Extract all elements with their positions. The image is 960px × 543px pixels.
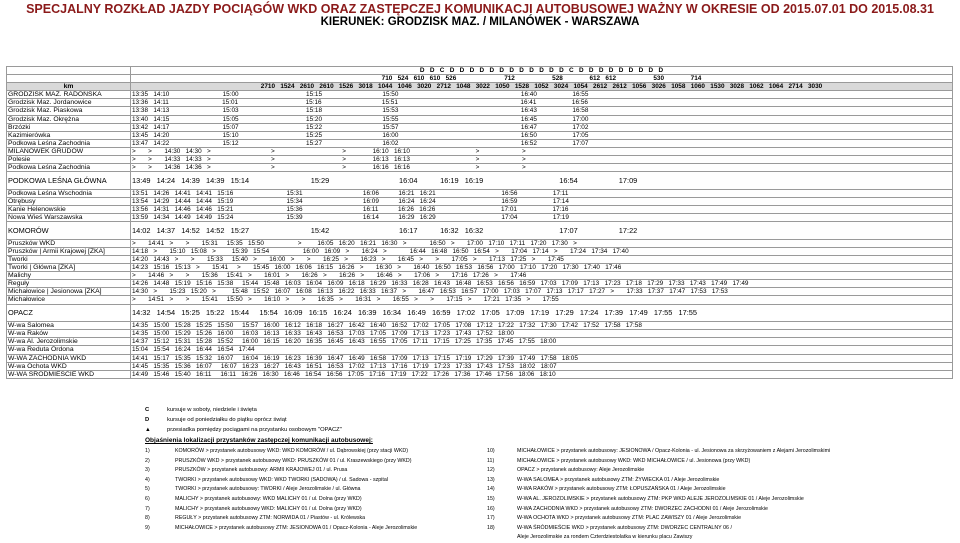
station-name: Grodzisk Maz. Piaskowa <box>7 107 131 115</box>
location-number: 5) <box>145 486 150 493</box>
timetable-row <box>7 214 953 222</box>
station-name: Pruszków WKD <box>7 239 131 247</box>
station-name: Podkowa Leśna Zachodnia <box>7 164 131 172</box>
station-name: Brzózki <box>7 123 131 131</box>
timetable-row <box>7 370 953 378</box>
station-name: W-wa Ochota WKD <box>7 362 131 370</box>
location-text: TWORKI > przystanek autobusowy: TWORKI / Aleje Jerozolimskie / ul. Główna <box>175 486 361 493</box>
departure-times: 14:32 14:54 15:25 15:22 15:44 15:54 16:09 16:15 16:24 16:39 16:34 16:49 16:59 17:02 17:05 17:09 17:19 17:29 17:24 17:39 17:49 17:55 17:55 <box>131 304 953 322</box>
station-name: Kanie Helenowskie <box>7 206 131 214</box>
station-name <box>7 75 131 83</box>
legend-row-c <box>145 405 342 415</box>
legend <box>145 405 342 435</box>
timetable-row <box>7 362 953 370</box>
timetable-row <box>7 255 953 263</box>
departure-times: 13:40 14:15 15:05 15:20 15:55 16:45 17:00 <box>131 115 953 123</box>
station-name: PODKOWA LEŚNA GŁÓWNA <box>7 172 131 190</box>
direction-value: GRODZISK MAZ. / MILANÓWEK - WARSZAWA <box>387 16 640 28</box>
station-name: Malichy <box>7 272 131 280</box>
location-item <box>145 505 475 515</box>
location-number: 13) <box>487 476 495 483</box>
departure-times: 14:18 > 15:10 15:08 > 15:39 15:54 16:00 16:09 > 16:24 > 16:44 16:48 16:50 16:54 > 17:04 17:14 > 17:24 17:34 17:40 <box>131 247 953 255</box>
departure-times: 13:35 14:10 15:00 15:15 15:50 16:40 16:55 <box>131 91 953 99</box>
station-name: Nowa Wieś Warszawska <box>7 214 131 222</box>
station-name: Michałowice | Jesionowa [ZKA] <box>7 288 131 296</box>
location-item <box>487 447 957 457</box>
location-number: 17) <box>487 515 495 522</box>
timetable-row <box>7 139 953 147</box>
location-number: 15) <box>487 495 495 502</box>
station-name: Podkowa Leśna Wschodnia <box>7 189 131 197</box>
departure-times: 710 524 610 610 526 712 528 612 612 530 714 <box>131 75 953 83</box>
timetable-row <box>7 197 953 205</box>
location-number: 2) <box>145 457 150 464</box>
location-item <box>487 457 957 467</box>
departure-times: 14:23 15:16 15:13 > 15:41 > 15:45 16:00 16:06 16:15 16:26 > 16:30 > 16:40 16:50 16:53 16:56 17:00 17:10 17:20 17:30 17:40 17:46 <box>131 264 953 272</box>
legend-row-d <box>145 415 342 425</box>
station-name: Reguły <box>7 280 131 288</box>
station-name: W-WA ZACHODNIA WKD <box>7 354 131 362</box>
day-code-row <box>7 67 953 75</box>
departure-times: 13:49 14:24 14:39 14:39 15:14 15:29 16:04 16:19 16:19 16:54 17:09 <box>131 172 953 190</box>
timetable-row <box>7 115 953 123</box>
departure-times: > 14:41 > > 15:31 15:35 15:50 > 16:05 16:20 16:21 16:30 > 16:50 > 17:00 17:10 17:11 17:20 17:30 > <box>131 239 953 247</box>
departure-times: 14:30 > 15:23 15:20 > 15:48 15:52 16:07 16:08 16:13 16:22 16:33 16:37 > 16:47 16:53 16:57 17:00 17:03 17:07 17:13 17:17 17:27 > 17:33 17:37 17:47 17:53 17:53 <box>131 288 953 296</box>
station-name: W-WA ŚRÓDMIEŚCIE WKD <box>7 370 131 378</box>
locations-title: Objaśnienia lokalizacji przystanków zastępczej komunikacji autobusowej: <box>145 437 373 444</box>
location-item <box>145 495 475 505</box>
timetable-row <box>7 222 953 240</box>
transfer-icon: ▲ <box>145 427 151 433</box>
location-text: W-WA ŚRÓDMIEŚCIE WKD > przystanek autobusowy ZTM: DWORZEC CENTRALNY 06 / <box>517 524 732 531</box>
location-item <box>487 505 957 515</box>
location-number: 14) <box>487 486 495 493</box>
locations-right <box>487 447 957 543</box>
location-text: TWORKI > przystanek autobusowy WKD: WKD TWORKI (SADOWA) / ul. Sadowa - szpital <box>175 476 388 483</box>
timetable-row <box>7 131 953 139</box>
station-name: Polesie <box>7 156 131 164</box>
timetable-row <box>7 247 953 255</box>
timetable-row <box>7 338 953 346</box>
timetable-row <box>7 272 953 280</box>
departure-times: D D C D D D D D D D D D D D D C D D D D D D D D D <box>131 67 953 75</box>
departure-times: 13:38 14:13 15:03 15:18 15:53 16:43 16:58 <box>131 107 953 115</box>
timetable-row <box>7 156 953 164</box>
legend-symbol: C <box>145 407 150 413</box>
station-name: OPACZ <box>7 304 131 322</box>
departure-times: 13:47 14:22 15:12 15:27 16:02 16:52 17:07 <box>131 139 953 147</box>
location-number <box>487 533 517 543</box>
location-item <box>145 457 475 467</box>
direction-line <box>0 16 960 28</box>
location-item <box>145 524 475 534</box>
timetable-row <box>7 296 953 304</box>
timetable-row <box>7 164 953 172</box>
departure-times: 14:35 15:00 15:28 15:25 15:50 15:57 16:00 16:12 16:18 16:27 16:42 16:40 16:52 17:02 17:05 17:08 17:12 17:22 17:32 17:30 17:42 17:52 17:58 17:58 <box>131 322 953 330</box>
departure-times: 14:20 14:43 > > 15:33 15:40 > 16:00 > > 16:25 > 16:23 > 16:45 > > 17:05 > 17:13 17:25 > 17:45 <box>131 255 953 263</box>
station-name: W-wa Al. Jerozolimskie <box>7 338 131 346</box>
station-name: MILANÓWEK GRUDÓW <box>7 147 131 155</box>
timetable-row <box>7 264 953 272</box>
direction-label: KIERUNEK: <box>320 16 385 28</box>
station-name: W-wa Salomea <box>7 322 131 330</box>
departure-times: > 14:46 > > 15:36 15:41 > 16:01 > 16:26 > 16:26 > 16:46 > 17:06 > 17:16 17:26 > 17:46 <box>131 272 953 280</box>
location-text: W-WA AL. JEROZOLIMSKIE > przystanek autobusowy ZTM: PKP WKD ALEJE JEROZOLIMSKIE 01 / Aleje Jerozolimskie <box>517 495 804 502</box>
location-text: W-WA ZACHODNIA WKD > przystanek autobusowy ZTM: DWORZEC ZACHODNI 01 / Aleje Jerozolimskie <box>517 505 768 512</box>
departure-times: 2710 1524 2610 2610 1526 3018 1044 1046 3020 2712 1048 3022 1050 1528 1052 3024 1054 2612 2612 1056 3026 1058 1060 1530 3028 1062 1064 2714 3030 <box>131 83 953 91</box>
departure-times: 13:42 14:17 15:07 15:22 15:57 16:47 17:02 <box>131 123 953 131</box>
departure-times: 14:02 14:37 14:52 14:52 15:27 15:42 16:17 16:32 16:32 17:07 17:22 <box>131 222 953 240</box>
departure-times: > > 14:33 14:33 > > > 16:13 16:13 > > <box>131 156 953 164</box>
station-name: GRODZISK MAZ. RADOŃSKA <box>7 91 131 99</box>
timetable-row <box>7 280 953 288</box>
location-item <box>487 466 957 476</box>
station-name: km <box>7 83 131 91</box>
departure-times: 14:41 15:17 15:35 15:32 16:07 16:04 16:19 16:23 16:39 16:47 16:49 16:58 17:09 17:13 17:15 17:19 17:29 17:39 17:49 17:58 18:05 <box>131 354 953 362</box>
timetable-row <box>7 123 953 131</box>
timetable-row <box>7 330 953 338</box>
departure-times: 13:56 14:31 14:46 14:46 15:21 15:36 16:11 16:26 16:26 17:01 17:16 <box>131 206 953 214</box>
station-name: Tworki <box>7 255 131 263</box>
location-item <box>487 524 957 534</box>
timetable-row <box>7 206 953 214</box>
timetable-row <box>7 354 953 362</box>
departure-times: 13:59 14:34 14:49 14:49 15:24 15:39 16:14 16:29 16:29 17:04 17:19 <box>131 214 953 222</box>
station-name: Podkowa Leśna Zachodnia <box>7 139 131 147</box>
location-text: Aleje Jerozolimskie za rondem Czterdziestolatka w kierunku placu Zawiszy <box>517 534 693 541</box>
departure-times: 14:35 15:00 15:29 15:26 16:00 16:03 16:13 16:33 16:43 16:53 17:03 17:05 17:09 17:13 17:23 17:43 17:52 18:00 <box>131 330 953 338</box>
departure-times: 13:54 14:29 14:44 14:44 15:19 15:34 16:09 16:24 16:24 16:59 17:14 <box>131 197 953 205</box>
legend-row-transfer <box>145 425 342 435</box>
location-text: KOMORÓW > przystanek autobusowy WKD: WKD KOMORÓW / ul. Dąbrowskiej (przy stacji WKD) <box>175 448 408 454</box>
timetable-row <box>7 147 953 155</box>
station-name: W-wa Raków <box>7 330 131 338</box>
train-number-row <box>7 83 953 91</box>
station-name: W-wa Reduta Ordona <box>7 346 131 354</box>
station-name: Grodzisk Maz. Jordanowice <box>7 99 131 107</box>
timetable-row <box>7 189 953 197</box>
departure-times: 13:45 14:20 15:10 15:25 16:00 16:50 17:05 <box>131 131 953 139</box>
location-item <box>145 466 475 476</box>
location-text: MICHAŁOWICE > przystanek autobusowy: JESIONOWA / Opacz-Kolonia - ul. Jesionowa za skrzyżowaniem z Alejami Jerozolimskimi <box>517 448 831 454</box>
location-text: MALICHY > przystanek autobusowy: WKD MALICHY 01 / ul. Dolna (przy WKD) <box>175 495 362 502</box>
departure-times: 13:36 14:11 15:01 15:16 15:51 16:41 16:56 <box>131 99 953 107</box>
location-number: 16) <box>487 505 495 512</box>
location-number: 1) <box>145 448 150 454</box>
location-item <box>487 476 957 486</box>
location-number: 6) <box>145 495 150 502</box>
departure-times: 14:26 14:48 15:19 15:16 15:38 15:44 15:48 16:03 16:04 16:09 16:18 16:29 16:33 16:28 16:43 16:48 16:53 16:56 16:59 17:03 17:09 17:13 17:23 17:18 17:29 17:33 17:43 17:49 17:49 <box>131 280 953 288</box>
location-item <box>145 514 475 524</box>
location-text: MICHAŁOWICE > przystanek autobusowy WKD: WKD MICHAŁOWICE / ul. Jesionowa (przy WKD) <box>517 457 751 464</box>
station-name: Kazimierówka <box>7 131 131 139</box>
timetable-row <box>7 239 953 247</box>
location-text: W-WA OCHOTA WKD > przystanek autobusowy ZTM: PLAC ZAWISZY 01 / Aleje Jerozolimskie <box>517 515 742 522</box>
station-name: Grodzisk Maz. Okrężna <box>7 115 131 123</box>
timetable-row <box>7 91 953 99</box>
legend-text: kursuje w soboty, niedziele i święta <box>167 407 257 413</box>
location-number: 11) <box>487 457 495 464</box>
timetable-row <box>7 322 953 330</box>
timetable-row <box>7 304 953 322</box>
location-text: W-WA SALOMEA > przystanek autobusowy ZTM: ŻYWIECKA 01 / Aleje Jerozolimskie <box>517 476 720 483</box>
station-name: KOMORÓW <box>7 222 131 240</box>
location-text: REGUŁY > przystanek autobusowy ZTM: NORWIDA 01 / Piastów - ul. Królewska <box>175 515 366 522</box>
location-number: 4) <box>145 476 150 483</box>
timetable-row <box>7 99 953 107</box>
location-number: 18) <box>487 524 495 531</box>
departure-times: 14:37 15:12 15:31 15:28 15:52 16:00 16:15 16:20 16:35 16:45 16:43 16:55 17:05 17:11 17:15 17:25 17:35 17:45 17:55 18:00 <box>131 338 953 346</box>
departure-times: > 14:51 > > 15:41 15:50 > 16:10 > > 16:35 > 16:31 > 16:55 > > 17:15 > 17:21 17:35 > 17:55 <box>131 296 953 304</box>
location-item <box>145 485 475 495</box>
legend-symbol: D <box>145 417 150 423</box>
location-number: 12) <box>487 467 495 474</box>
train-number-row <box>7 75 953 83</box>
location-number: 8) <box>145 515 150 522</box>
location-text: W-WA RAKÓW > przystanek autobusowy ZTM: ŁOPUSZAŃSKA 01 / Aleje Jerozolimskie <box>517 486 726 493</box>
location-number: 9) <box>145 524 150 531</box>
departure-times: 15:04 15:54 16:24 16:44 16:54 17:44 <box>131 346 953 354</box>
station-name: Otrębusy <box>7 197 131 205</box>
location-text: MICHAŁOWICE > przystanek autobusowy ZTM: JESIONOWA 01 / Opacz-Kolonia - Aleje Jerozolimskie <box>175 524 418 531</box>
location-item <box>145 447 475 457</box>
timetable-row <box>7 107 953 115</box>
legend-text: przesiadka pomiędzy pociągami na przystanku osobowym "OPACZ" <box>167 427 342 433</box>
location-text: MALICHY > przystanek autobusowy WKD: MALICHY 01 / ul. Dolna (przy WKD) <box>175 505 362 512</box>
station-name: Tworki | Główna [ZKA] <box>7 264 131 272</box>
departure-times: > > 14:36 14:36 > > > 16:16 16:16 > > <box>131 164 953 172</box>
timetable-row <box>7 288 953 296</box>
station-name: Michałowice <box>7 296 131 304</box>
station-name: Pruszków | Armii Krajowej [ZKA] <box>7 247 131 255</box>
location-number: 10) <box>487 448 495 454</box>
location-item <box>487 514 957 524</box>
departure-times: 14:45 15:35 15:36 16:07 16:07 16:23 16:27 16:43 16:51 16:53 17:02 17:13 17:16 17:19 17:23 17:33 17:43 17:53 18:02 18:07 <box>131 362 953 370</box>
location-text: PRUSZKÓW > przystanek autobusowy: ARMII KRAJOWEJ 01 / ul. Prusa <box>175 467 348 474</box>
location-text: OPACZ > przystanek autobusowy: Aleje Jerozolimskie <box>517 467 645 474</box>
location-item <box>487 495 957 505</box>
departure-times: > > 14:30 14:30 > > > 16:10 16:10 > > <box>131 147 953 155</box>
page-title: SPECJALNY ROZKŁAD JAZDY POCIĄGÓW WKD ORAZ ZASTĘPCZEJ KOMUNIKACJI AUTOBUSOWEJ WAŻNY W OKRESIE OD 2015.07.01 DO 2015.08.31 <box>26 2 934 16</box>
timetable-row <box>7 172 953 190</box>
station-name <box>7 67 131 75</box>
location-number: 3) <box>145 467 150 474</box>
location-item <box>145 476 475 486</box>
timetable <box>6 66 953 379</box>
location-number: 7) <box>145 505 150 512</box>
location-item <box>487 533 957 543</box>
location-item <box>487 485 957 495</box>
departure-times: 13:51 14:26 14:41 14:41 15:16 15:31 16:06 16:21 16:21 16:56 17:11 <box>131 189 953 197</box>
location-text: PRUSZKÓW WKD > przystanek autobusowy WKD: PRUSZKÓW 01 / ul. Kraszewskiego (przy WKD) <box>175 457 412 464</box>
timetable-row <box>7 346 953 354</box>
departure-times: 14:49 15:46 15:40 16:11 16:11 16:26 16:30 16:46 16:54 16:56 17:05 17:16 17:19 17:22 17:26 17:36 17:46 17:56 18:06 18:10 <box>131 370 953 378</box>
legend-text: kursuje od poniedziałku do piątku oprócz świąt <box>167 417 287 423</box>
locations-left <box>145 447 475 533</box>
